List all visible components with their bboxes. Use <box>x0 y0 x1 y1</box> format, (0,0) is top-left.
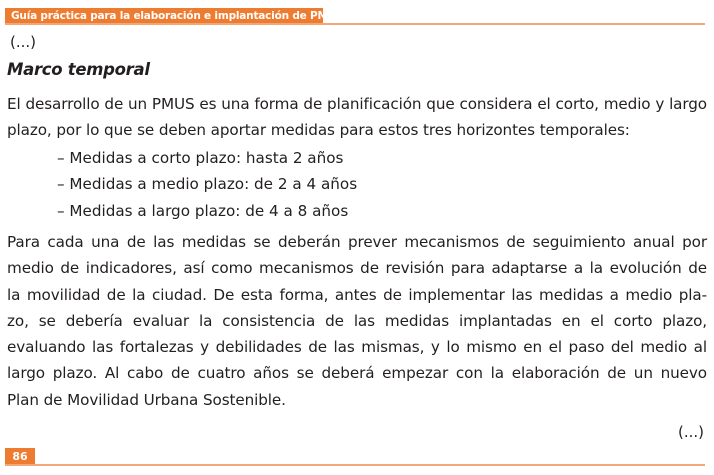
header-divider <box>5 23 705 25</box>
list-item-short-term: – Medidas a corto plazo: hasta 2 años <box>57 145 357 171</box>
timeframe-list <box>57 145 357 224</box>
paragraph-line: la movilidad de la ciudad. De esta forma, antes de implementar las medidas a medio pla- <box>7 285 707 304</box>
list-item-medium-term: – Medidas a medio plazo: de 2 a 4 años <box>57 171 357 197</box>
paragraph-line: evaluando las fortalezas y debilidades de las mismas, y lo mismo en el paso del medio al <box>7 338 707 357</box>
paragraph-line: Plan de Movilidad Urbana Sostenible. <box>7 390 286 409</box>
paragraph-monitoring <box>7 229 707 413</box>
paragraph-line: medio de indicadores, así como mecanismos de revisión para adaptarse a la evolución de <box>7 259 707 278</box>
ellipsis-bottom: (...) <box>677 423 704 441</box>
ellipsis-top: (...) <box>10 33 37 51</box>
page-number: 86 <box>5 448 35 465</box>
list-item-long-term: – Medidas a largo plazo: de 4 a 8 años <box>57 198 357 224</box>
footer-divider <box>5 464 705 466</box>
paragraph-line: zo, se debería evaluar la consistencia de las medidas implantadas en el corto plazo, <box>7 311 707 330</box>
paragraph-line: Para cada una de las medidas se deberán prever mecanismos de seguimiento anual por <box>7 233 707 251</box>
paragraph-line: largo plazo. Al cabo de cuatro años se deberá empezar con la elaboración de un nuevo <box>7 364 707 383</box>
running-header: Guía práctica para la elaboración e implantación de PMUS <box>5 8 323 24</box>
section-title: Marco temporal <box>7 60 150 79</box>
paragraph-intro: El desarrollo de un PMUS es una forma de planificación que considera el corto, medio y largo plazo, por lo que se deben aportar medidas para estos tres horizontes temporales: <box>7 95 707 140</box>
